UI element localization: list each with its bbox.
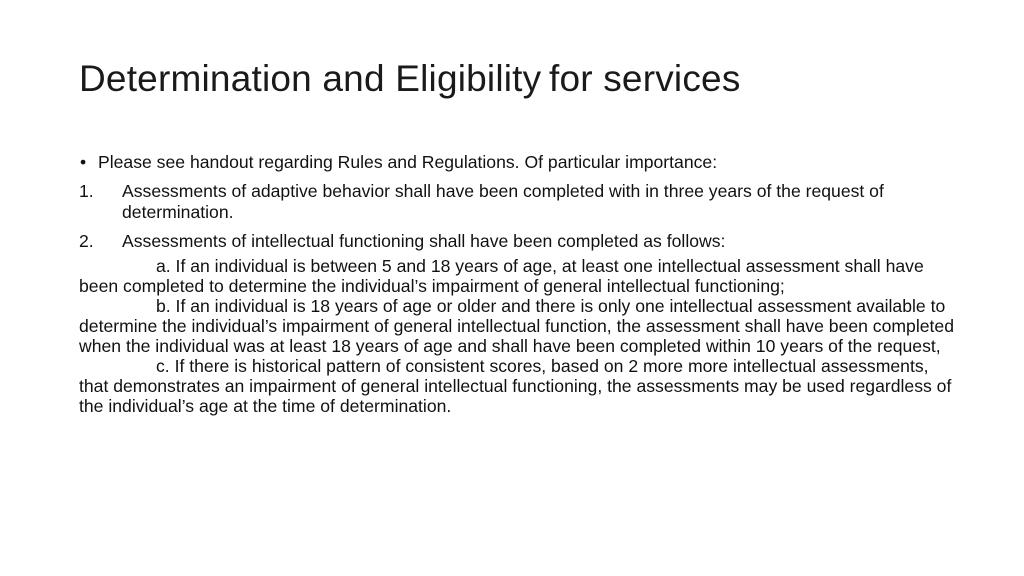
slide-body: [79, 152, 954, 416]
numbered-item-text: Assessments of intellectual functioning shall have been completed as follows:: [122, 231, 726, 251]
bullet-text: Please see handout regarding Rules and Regulations. Of particular importance:: [98, 152, 718, 172]
bullet-item: [79, 152, 954, 173]
sub-paragraph-b: b. If an individual is 18 years of age or older and there is only one intellectual assessment available to determine the individual’s impairment of general intellectual function, the assessment shall have been completed when the individual was at least 18 years of age and shall have been completed within 10 years of the request,: [79, 296, 954, 356]
numbered-item-text: Assessments of adaptive behavior shall have been completed with in three years of the request of determination.: [122, 181, 884, 222]
number-marker: 2.: [79, 231, 94, 251]
numbered-item-1: [79, 181, 954, 223]
slide-title: Determination and Eligibility for services: [79, 58, 741, 99]
sub-paragraph-c: c. If there is historical pattern of consistent scores, based on 2 more more intellectual assessments, that demonstrates an impairment of general intellectual functioning, the assessments may be used regardless of the individual’s age at the time of determination.: [79, 356, 952, 416]
number-marker: 1.: [79, 181, 94, 201]
bullet-marker: •: [80, 152, 87, 172]
sub-paragraph-a: a. If an individual is between 5 and 18 years of age, at least one intellectual assessment shall have been completed to determine the individual’s impairment of general intellectual functioning;: [79, 256, 924, 296]
numbered-item-2: [79, 231, 954, 252]
